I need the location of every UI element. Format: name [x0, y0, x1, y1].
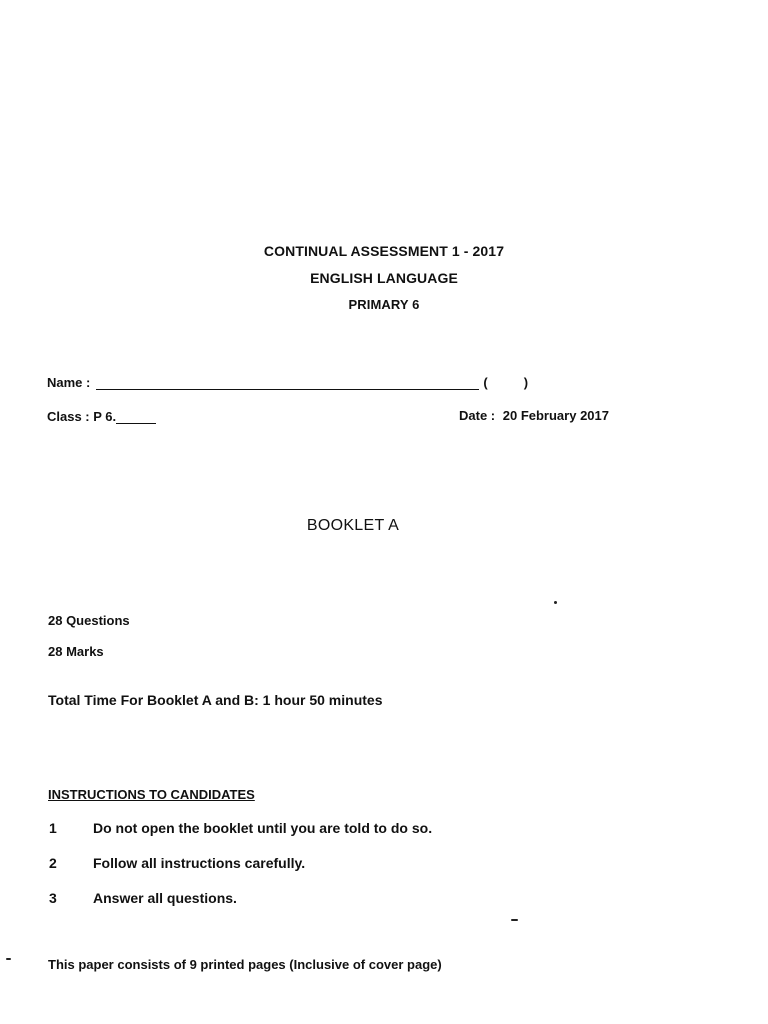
name-label: Name :	[47, 375, 91, 390]
instruction-text: Answer all questions.	[93, 890, 237, 906]
index-paren-close: )	[523, 375, 529, 390]
subject-title: ENGLISH LANGUAGE	[310, 270, 458, 286]
name-field-row	[47, 375, 528, 390]
date-label: Date :	[459, 408, 496, 423]
instruction-text: Follow all instructions carefully.	[93, 855, 306, 871]
questions-count: 28 Questions	[48, 613, 130, 628]
marks-count: 28 Marks	[48, 644, 104, 659]
class-label: Class : P 6.	[47, 409, 117, 424]
class-blank-line	[116, 409, 156, 424]
page-count-note: This paper consists of 9 printed pages (Inclusive of cover page)	[48, 957, 442, 972]
total-time: Total Time For Booklet A and B: 1 hour 50 minutes	[48, 692, 383, 708]
scan-speck	[6, 958, 11, 960]
scan-speck	[554, 601, 557, 604]
date-field	[459, 408, 609, 423]
instruction-number: 1	[49, 820, 57, 836]
assessment-title: CONTINUAL ASSESSMENT 1 - 2017	[263, 243, 505, 259]
level-title: PRIMARY 6	[348, 297, 420, 312]
name-blank-line	[96, 375, 479, 390]
class-field-row	[47, 409, 156, 424]
index-paren-open: (	[483, 375, 488, 390]
scan-speck	[511, 919, 518, 921]
instruction-text: Do not open the booklet until you are told to do so.	[93, 820, 433, 836]
instructions-heading: INSTRUCTIONS TO CANDIDATES	[48, 787, 255, 802]
date-value: 20 February 2017	[502, 408, 609, 423]
instruction-number: 2	[49, 855, 57, 871]
instruction-number: 3	[49, 890, 57, 906]
booklet-title: BOOKLET A	[306, 517, 400, 534]
